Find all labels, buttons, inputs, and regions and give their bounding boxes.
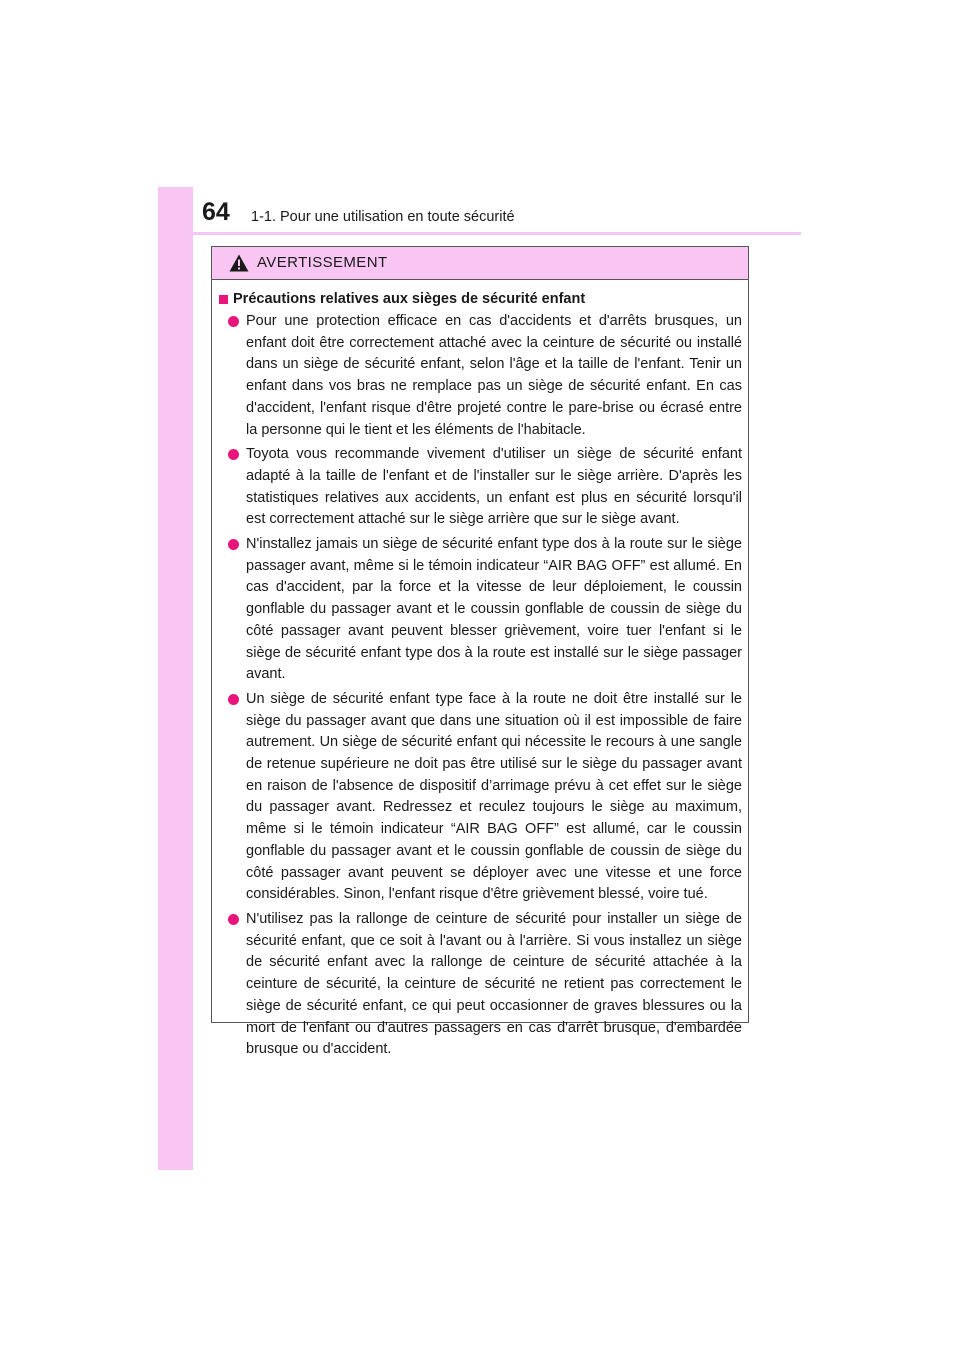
list-item: N'utilisez pas la rallonge de ceinture de sécurité pour installer un siège de sécurité enfant, que ce soit à l'avant ou à l'arrière. Si vous installez un siège de sécurité enfant avec la rallonge de ceinture de sécurité attachée à la ceinture de sécurité, la ceinture de sécurité ne retient pas correctement le siège de sécurité enfant, ce qui peut occasionner de graves blessures ou la mort de l'enfant ou d'autres passagers en cas d'arrêt brusque, d'embardée brusque ou d'accident. [218, 909, 742, 1061]
section-title: 1-1. Pour une utilisation en toute sécurité [251, 209, 515, 225]
list-item: N'installez jamais un siège de sécurité enfant type dos à la route sur le siège passager avant, même si le témoin indicateur “AIR BAG OFF” est allumé. En cas d'accident, par la force et la vitesse de leur déploiement, le coussin gonflable du passager avant et le coussin gonflable de coussin de siège du côté passager avant peuvent blesser grièvement, voire tuer l'enfant si le siège de sécurité enfant type dos à la route est installé sur le siège passager avant. [218, 534, 742, 686]
header-rule [158, 232, 801, 235]
warning-title: AVERTISSEMENT [257, 254, 388, 271]
list-item: Pour une protection efficace en cas d'accidents et d'arrêts brusques, un enfant doit être correctement attaché avec la ceinture de sécurité ou installé dans un siège de sécurité enfant, selon l'âge et la taille de l'enfant. Tenir un enfant dans vos bras ne remplace pas un siège de sécurité enfant. En cas d'accident, l'enfant risque d'être projeté contre le pare-brise ou écrasé entre la personne qui le tient et les éléments de l'habitacle. [218, 311, 742, 441]
bullet-dot-icon [228, 914, 239, 925]
bullet-dot-icon [228, 449, 239, 460]
warning-subheading [218, 290, 742, 309]
square-bullet-icon [219, 295, 228, 304]
page-number: 64 [202, 198, 230, 226]
list-item: Toyota vous recommande vivement d'utiliser un siège de sécurité enfant adapté à la taille de l'enfant et de l'installer sur le siège arrière. D'après les statistiques relatives aux accidents, un enfant est plus en sécurité lorsqu'il est correctement attaché sur le siège arrière que sur le siège avant. [218, 444, 742, 531]
warning-triangle-icon [229, 254, 249, 272]
subheading-text: Précautions relatives aux sièges de sécurité enfant [233, 291, 586, 307]
bullet-dot-icon [228, 539, 239, 550]
warning-body [212, 280, 748, 1061]
warning-header [212, 247, 748, 280]
list-item: Un siège de sécurité enfant type face à la route ne doit être installé sur le siège du passager avant que dans une situation où il est impossible de faire autrement. Un siège de sécurité enfant qui nécessite le recours à une sangle de retenue supérieure ne doit pas être utilisé sur le siège du passager avant en raison de l'absence de dispositif d’arrimage prévu à cet effet sur le siège du passager avant. Redressez et reculez toujours le siège au maximum, même si le témoin indicateur “AIR BAG OFF” est allumé, car le coussin gonflable du passager avant et le coussin gonflable de coussin de siège du côté passager avant peuvent se déployer avec une vitesse et une force considérables. Sinon, l'enfant risque d'être grièvement blessé, voire tué. [218, 689, 742, 906]
chapter-side-tab [158, 187, 193, 1170]
bullet-dot-icon [228, 316, 239, 327]
bullet-dot-icon [228, 694, 239, 705]
warning-box [211, 246, 749, 1058]
warning-list [218, 311, 742, 1061]
